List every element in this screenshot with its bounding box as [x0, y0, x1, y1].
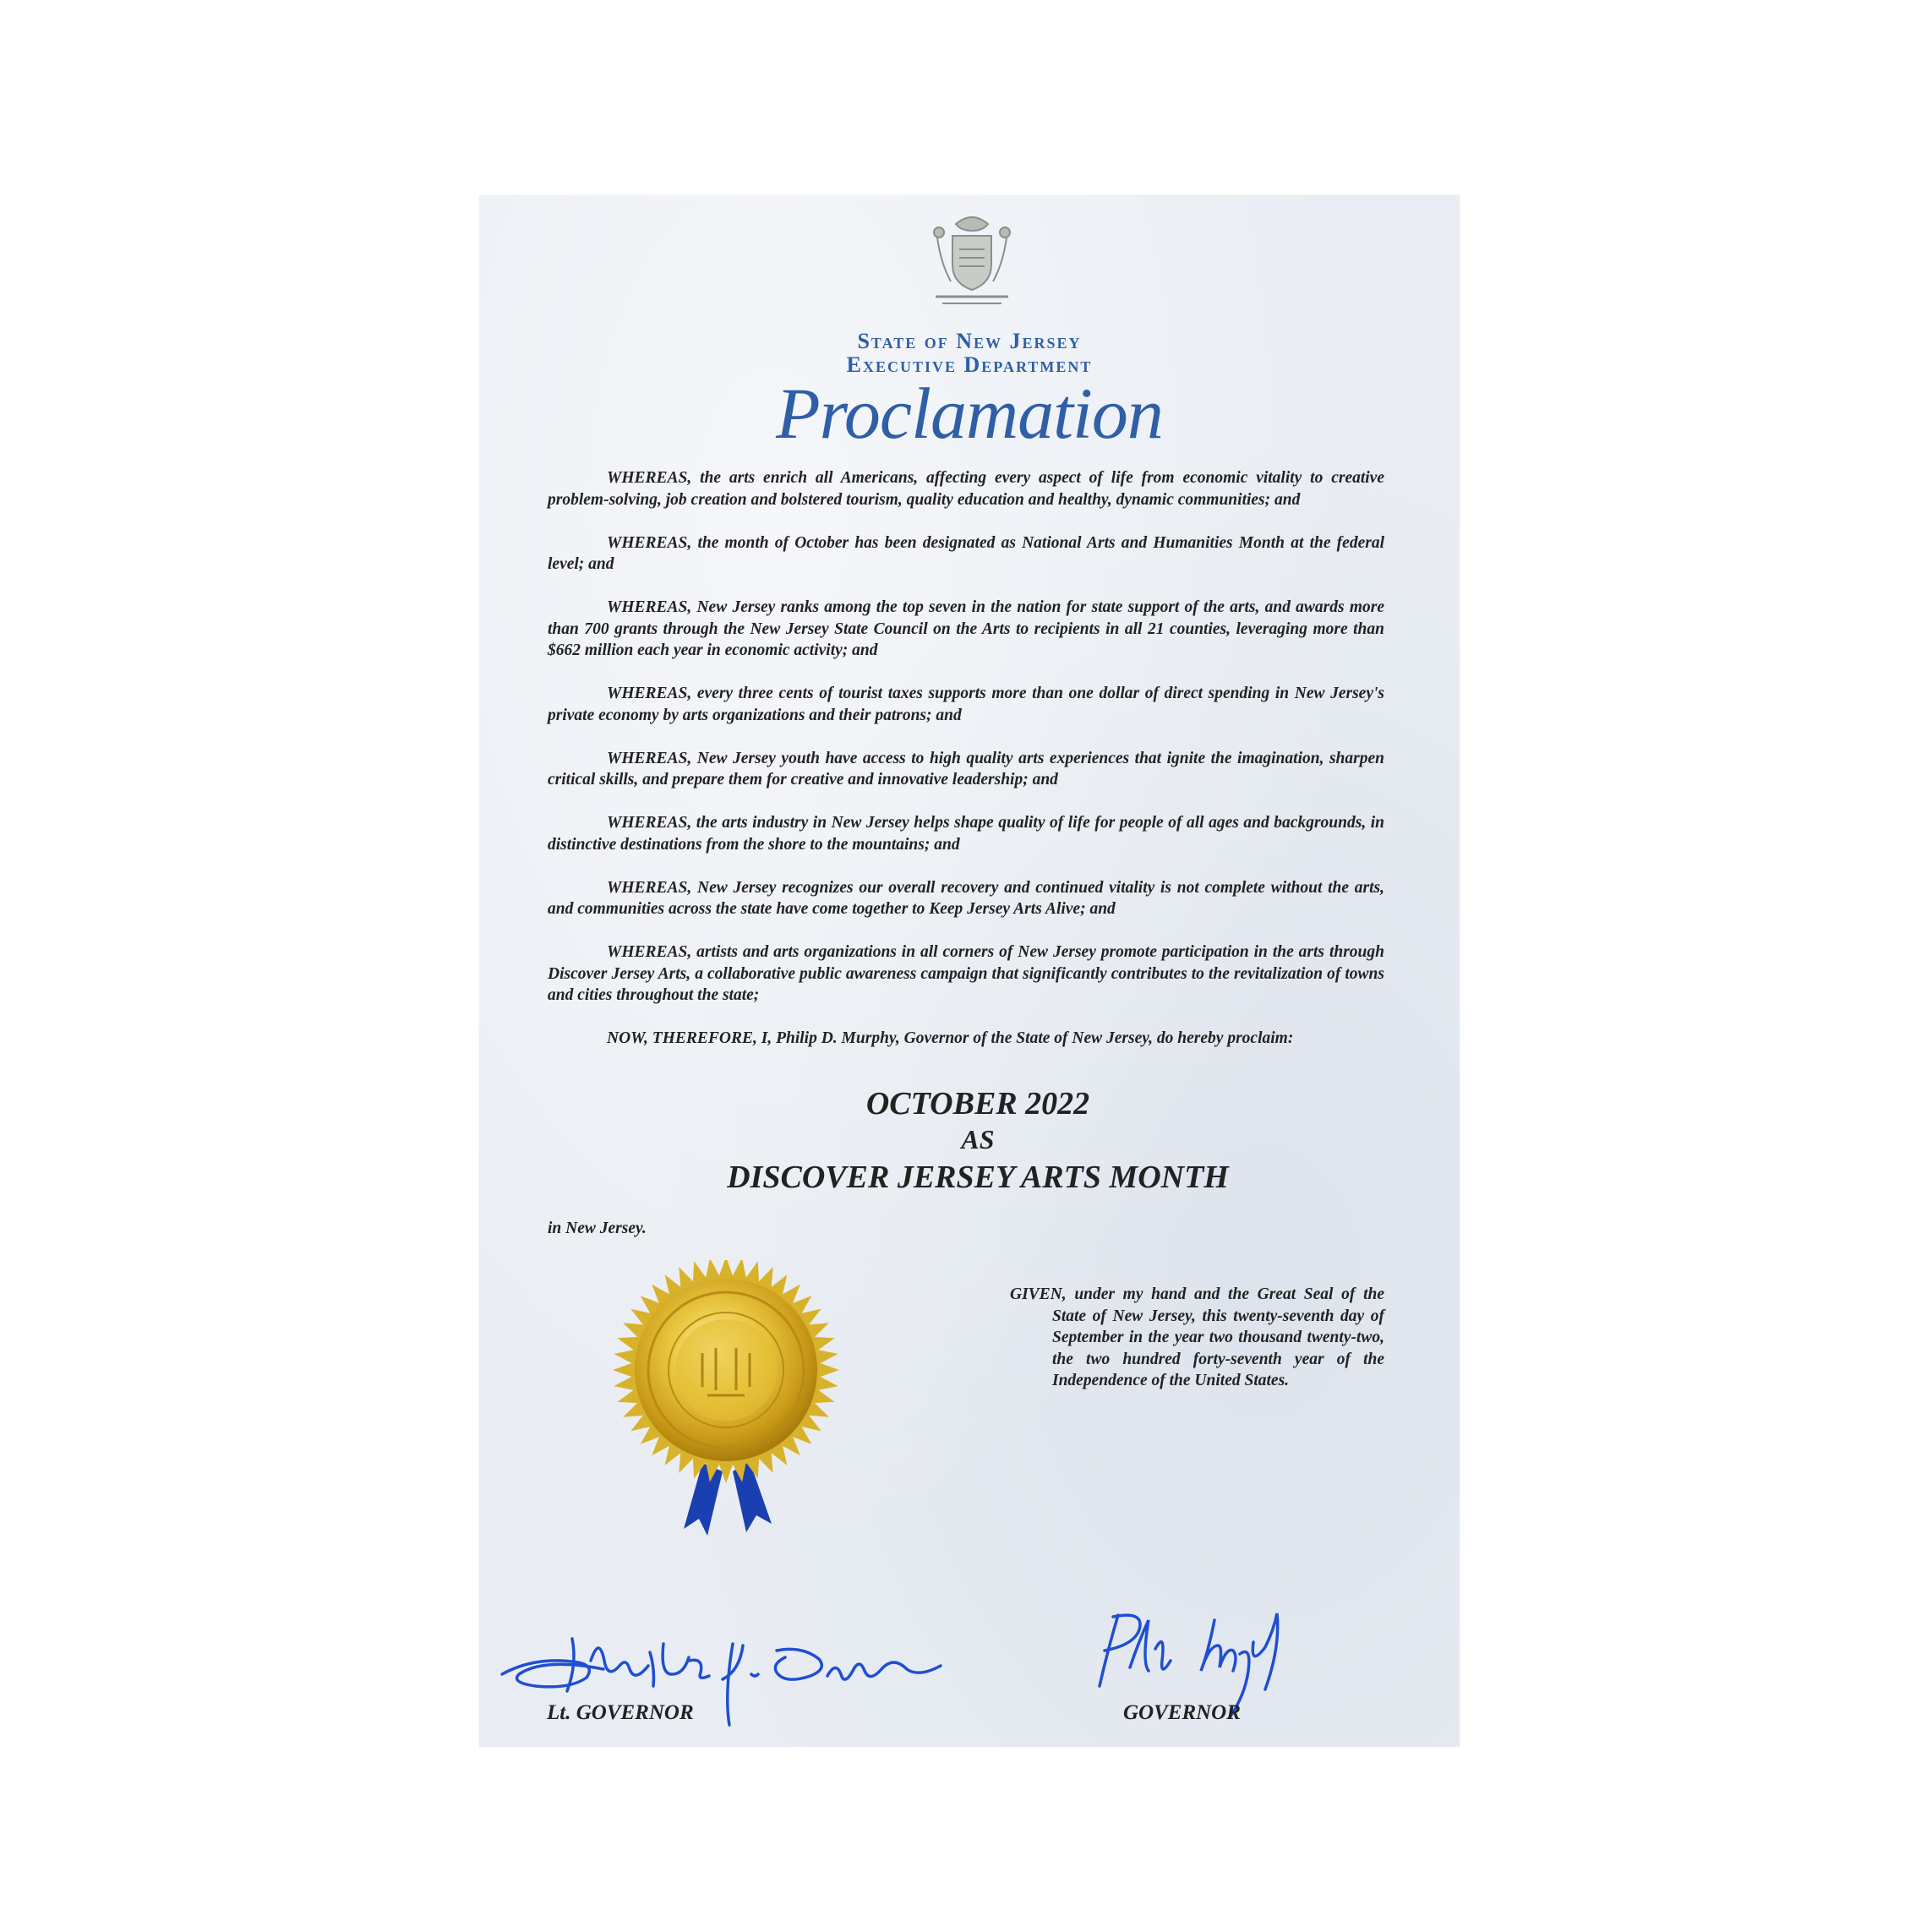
governor-title: GOVERNOR	[1123, 1701, 1241, 1724]
whereas-clause: WHEREAS, the month of October has been designated as National Arts and Humanities Month at the federal level; and	[548, 533, 1384, 573]
whereas-clauses	[548, 467, 1384, 1050]
whereas-clause: WHEREAS, artists and arts organizations in all corners of New Jersey promote participation in the arts through Discover Jersey Arts, a collaborative public awareness campaign that significantly contributes to the revitalization of towns and cities throughout the state;	[548, 943, 1384, 1004]
whereas-clause: WHEREAS, the arts industry in New Jersey helps shape quality of life for people of all ages and backgrounds, in distinctive destinations from the shore to the mountains; and	[548, 814, 1384, 854]
proclaim-title: DISCOVER JERSEY ARTS MONTH	[727, 1160, 1229, 1195]
proclamation-document	[479, 195, 1460, 1747]
whereas-clause: WHEREAS, New Jersey youth have access to high quality arts experiences that ignite the imagination, sharpen critical skills, and prepare them for creative and innovative leadership; and	[548, 749, 1384, 789]
proclaim-as: AS	[961, 1124, 995, 1154]
given-clause: GIVEN, under my hand and the Great Seal of the State of New Jersey, this twenty-seventh day of September in the year two thousand twenty-two, the two hundred forty-seventh year of the Independence of the United States.	[1010, 1285, 1384, 1389]
in-new-jersey: in New Jersey.	[548, 1220, 647, 1237]
header-department: Executive Department	[846, 352, 1093, 377]
gold-seal-icon	[608, 1260, 844, 1564]
whereas-clause: WHEREAS, the arts enrich all Americans, affecting every aspect of life from economic vitality to creative problem-solving, job creation and bolstered tourism, quality education and healthy, dynamic communities; and	[548, 469, 1384, 509]
proclaim-month: OCTOBER 2022	[865, 1086, 1090, 1122]
lt-governor-title: Lt. GOVERNOR	[547, 1701, 694, 1724]
header-state: State of New Jersey	[857, 329, 1082, 353]
whereas-clause: WHEREAS, New Jersey recognizes our overall recovery and continued vitality is not complete without the arts, and communities across the state have come together to Keep Jersey Arts Alive; and	[548, 878, 1384, 918]
document-title: Proclamation	[776, 373, 1163, 454]
whereas-clause: WHEREAS, every three cents of tourist taxes supports more than one dollar of direct spending in New Jersey's private economy by arts organizations and their patrons; and	[548, 685, 1384, 724]
state-crest-icon	[931, 212, 1013, 312]
therefore-clause: NOW, THEREFORE, I, Philip D. Murphy, Governor of the State of New Jersey, do hereby proclaim:	[607, 1029, 1294, 1047]
whereas-clause: WHEREAS, New Jersey ranks among the top seven in the nation for state support of the arts, and awards more than 700 grants through the New Jersey State Council on the Arts to recipients in all 21 counties, leveraging more than $662 million each year in economic activity; and	[548, 598, 1384, 659]
